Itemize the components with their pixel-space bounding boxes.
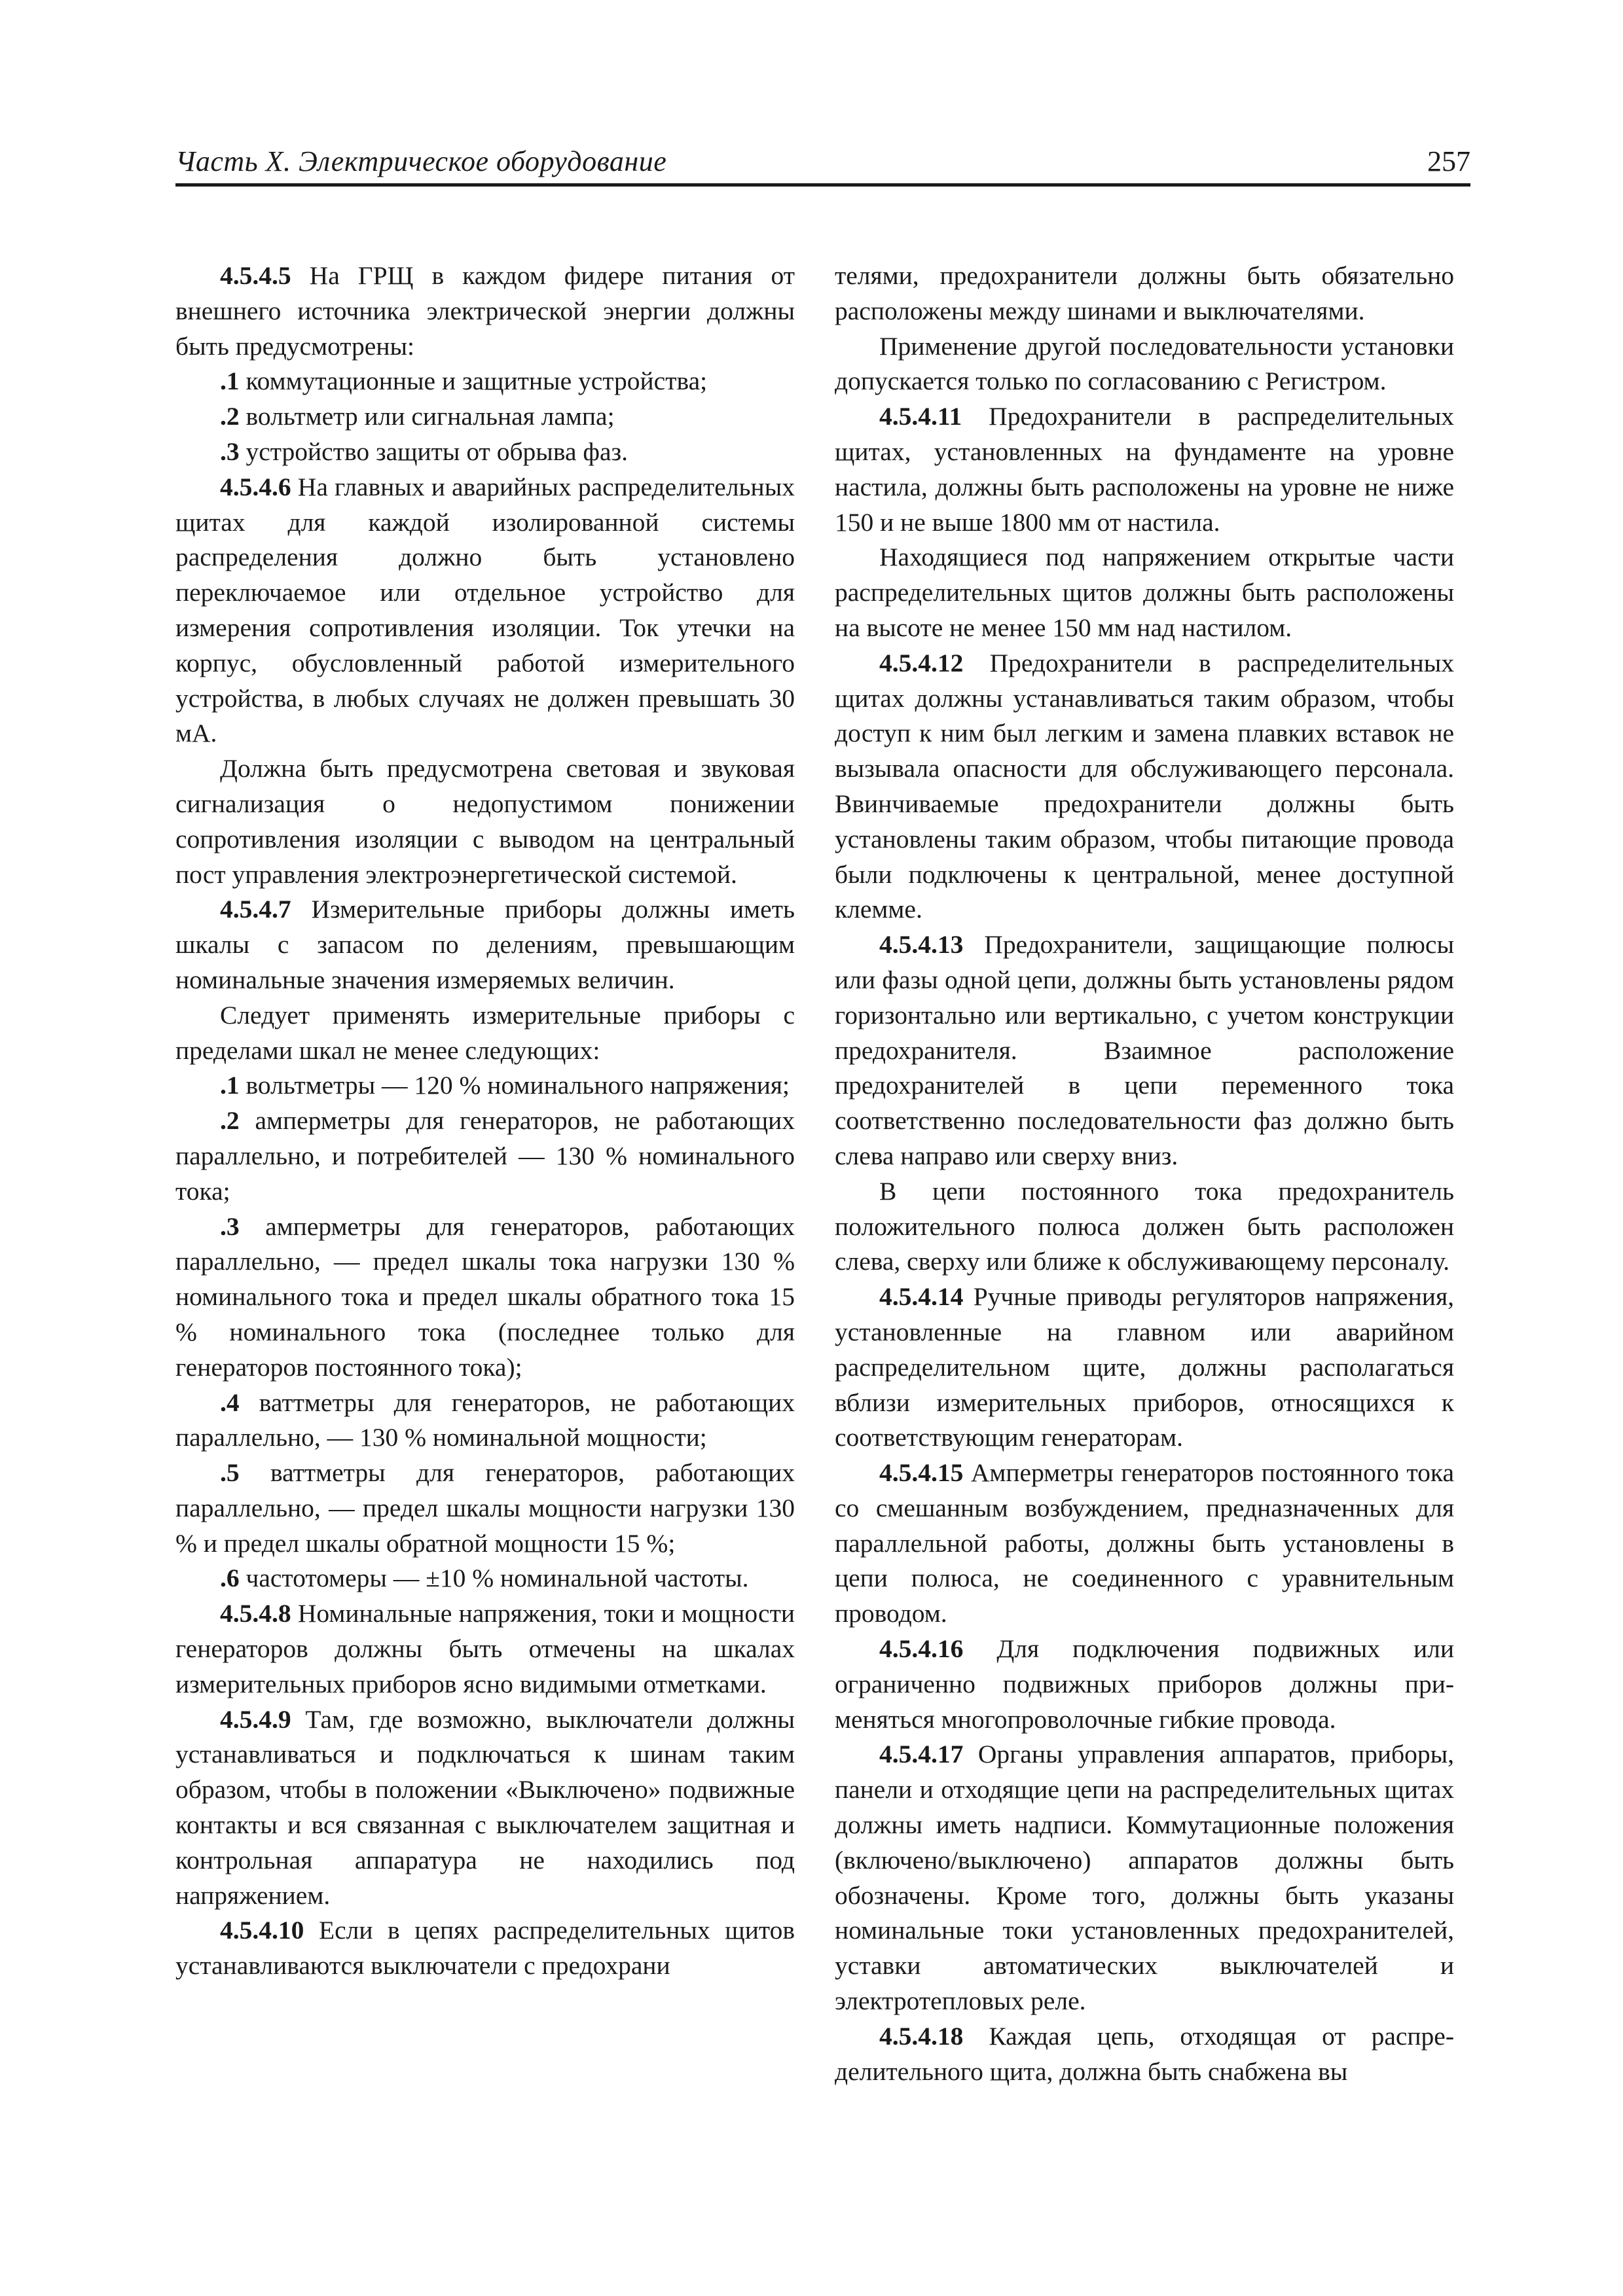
paragraph-text: Номинальные напряжения, токи и мощности генераторов должны быть отмечены на шкалах измерительных приборов ясно видимыми отметками.	[175, 1599, 795, 1698]
paragraph	[835, 927, 1454, 1174]
left-column	[175, 259, 795, 1984]
paragraph	[175, 1068, 795, 1103]
paragraph-text: Там, где возможно, выключатели должны устанавливаться и подключаться к шинам таким образом, чтобы в положении «Выключено» подвижные контакты и вся связанная с выключателем защитная и контрольная аппаратура не находились под напряжением.	[175, 1704, 795, 1910]
clause-number: 4.5.4.17	[879, 1740, 964, 1769]
paragraph	[175, 998, 795, 1069]
clause-number: 4.5.4.12	[879, 648, 964, 677]
paragraph	[835, 2019, 1454, 2090]
paragraph-text: вольтметр или сигнальная лампа;	[239, 402, 615, 431]
paragraph-text: Амперметры генераторов постоянного тока со смешанным возбуждением, предназначенных для параллельной работы, должны быть установлены в цепи полюса, не соединенного с уравнительным проводом.	[835, 1458, 1454, 1628]
paragraph	[175, 1596, 795, 1702]
paragraph-text: Каждая цепь, отходящая от распределительного щита, должна быть снабжена вы	[835, 2021, 1454, 2086]
clause-number: 4.5.4.8	[220, 1599, 291, 1628]
paragraph-text: Предохранители, защищающие полюсы или фазы одной цепи, должны быть установлены рядом горизонтально или вертикально, с учетом конструкции предохранителя. Взаимное расположение предохранителей в цепи переменного тока соответственно последовательности фаз должно быть слева направо или сверху вниз.	[835, 930, 1454, 1170]
paragraph-text: Органы управления аппаратов, приборы, панели и отходящие цепи на распределительных щитах должны иметь надписи. Коммутационные положения (включено/выключено) аппаратов должны быть обозначены. Кроме того, должны быть указаны номинальные токи установленных предохранителей, уставки автоматических выключателей и электротепловых реле.	[835, 1740, 1454, 2016]
clause-number: 4.5.4.6	[220, 472, 291, 501]
clause-number: 4.5.4.11	[879, 402, 962, 431]
paragraph-text: частотомеры — ±10 % номинальной частоты.	[239, 1564, 749, 1593]
right-column	[835, 259, 1454, 2089]
running-title: Часть X. Электрическое оборудование	[175, 145, 667, 177]
paragraph	[835, 646, 1454, 927]
page-number: 257	[1427, 145, 1470, 177]
clause-number: 4.5.4.5	[220, 261, 291, 290]
clause-number: .3	[220, 1211, 240, 1241]
paragraph	[835, 1737, 1454, 2018]
paragraph-text: На главных и аварийных распределительных щитах для каждой изолированной системы распределения должно быть установлено переключаемое или отдельное устройство для измерения сопротивления изоляции. Ток утечки на корпус, обусловленный работой измерительного устройства, в любых случаях не должен превышать 30 мА.	[175, 472, 795, 748]
clause-number: 4.5.4.15	[879, 1458, 964, 1488]
paragraph	[175, 1103, 795, 1209]
clause-number: .4	[220, 1388, 240, 1417]
paragraph-text: Предохранители в распределительных щитах должны устанавливаться таким образом, чтобы доступ к ним был легким и замена плавких вставок не вызывала опасности для обслуживающего персонала. Ввинчиваемые предохранители должны быть установлены таким образом, чтобы питающие провода были подключены к центральной, менее доступной клемме.	[835, 648, 1454, 924]
paragraph-text: амперметры для генераторов, работающих параллельно, — предел шкалы тока нагрузки 130 % номинального тока и предел шкалы обратного тока 15 % номинального тока (последнее только для генераторов постоянного тока);	[175, 1211, 795, 1382]
clause-number: .1	[220, 367, 240, 396]
paragraph	[175, 1456, 795, 1561]
paragraph	[835, 1632, 1454, 1737]
paragraph	[835, 329, 1454, 400]
paragraph-text: амперметры для генераторов, не работающих параллельно, и потребителей — 130 % номинального тока;	[175, 1106, 795, 1206]
paragraph-text: коммутационные и защитные устройства;	[239, 367, 708, 396]
clause-number: .2	[220, 402, 240, 431]
paragraph	[175, 435, 795, 470]
clause-number: .5	[220, 1458, 240, 1488]
paragraph	[175, 1913, 795, 1984]
paragraph	[835, 399, 1454, 540]
paragraph-text: Предохранители в распределительных щитах, установленных на фундаменте на уровне настила, должны быть расположены на уровне не ниже 150 и не выше 1800 мм от настила.	[835, 402, 1454, 537]
paragraph	[175, 1210, 795, 1386]
paragraph-text: Следует применять измерительные приборы с пределами шкал не менее следующих:	[175, 1000, 795, 1065]
running-header	[175, 143, 1470, 187]
paragraph	[175, 751, 795, 892]
paragraph	[175, 1702, 795, 1914]
paragraph-text: На ГРЩ в каждом фидере питания от внешнего источника электрической энергии должны быть предусмотрены:	[175, 261, 795, 361]
paragraph	[835, 540, 1454, 645]
paragraph	[175, 259, 795, 364]
paragraph-text: устройство защиты от обрыва фаз.	[239, 437, 628, 466]
paragraph-text: В цепи постоянного тока предохранитель положительного полюса должен быть расположен слева, сверху или ближе к обслуживающему персоналу.	[835, 1176, 1454, 1276]
clause-number: 4.5.4.10	[220, 1916, 304, 1945]
paragraph	[175, 1561, 795, 1596]
paragraph	[835, 1456, 1454, 1632]
clause-number: 4.5.4.18	[879, 2021, 964, 2051]
paragraph	[835, 1280, 1454, 1456]
clause-number: .1	[220, 1071, 240, 1100]
clause-number: .2	[220, 1106, 240, 1136]
clause-number: 4.5.4.7	[220, 895, 291, 924]
clause-number: 4.5.4.16	[879, 1634, 964, 1664]
paragraph-text: Если в цепях распределительных щитов устанавливаются выключатели с предохрани	[175, 1916, 795, 1981]
paragraph-text: Должна быть предусмотрена световая и звуковая сигнализация о недопустимом понижении сопротивления изоляции с выводом на центральный пост управления электроэнергетической системой.	[175, 754, 795, 889]
paragraph-text: Находящиеся под напряжением открытые части распределительных щитов должны быть расположены на высоте не менее 150 мм над настилом.	[835, 543, 1454, 642]
clause-number: 4.5.4.9	[220, 1704, 291, 1734]
paragraph-text: ваттметры для генераторов, не работающих параллельно, — 130 % номинальной мощности;	[175, 1388, 795, 1452]
paragraph	[175, 399, 795, 435]
paragraph-text: Ручные приводы регуляторов напряжения, установленные на главном или аварийном распределительном щите, должны располагаться вблизи измерительных приборов, относящихся к соответствующим генераторам.	[835, 1282, 1454, 1452]
clause-number: .3	[220, 437, 240, 466]
paragraph	[835, 1174, 1454, 1280]
paragraph	[175, 470, 795, 751]
paragraph	[175, 892, 795, 997]
paragraph-text: Применение другой последовательности установки допускается только по согласованию с Регистром.	[835, 331, 1454, 396]
paragraph	[175, 1386, 795, 1456]
paragraph-text: ваттметры для генераторов, работающих параллельно, — предел шкалы мощности нагрузки 130 % и предел шкалы обратной мощности 15 %;	[175, 1458, 795, 1558]
paragraph-text: Измерительные приборы должны иметь шкалы с запасом по делениям, превышающим номинальные значения измеряемых величин.	[175, 895, 795, 994]
paragraph-text: телями, предохранители должны быть обязательно расположены между шинами и выключателями.	[835, 261, 1454, 325]
paragraph-text: вольтметры — 120 % номинального напряжения;	[239, 1071, 790, 1100]
paragraph-text: Для подключения подвижных или ограниченно подвижных приборов должны применяться многопроволочные гибкие провода.	[835, 1634, 1454, 1734]
paragraph	[835, 259, 1454, 329]
clause-number: 4.5.4.14	[879, 1282, 964, 1312]
paragraph	[175, 364, 795, 399]
clause-number: 4.5.4.13	[879, 930, 964, 960]
clause-number: .6	[220, 1564, 240, 1593]
